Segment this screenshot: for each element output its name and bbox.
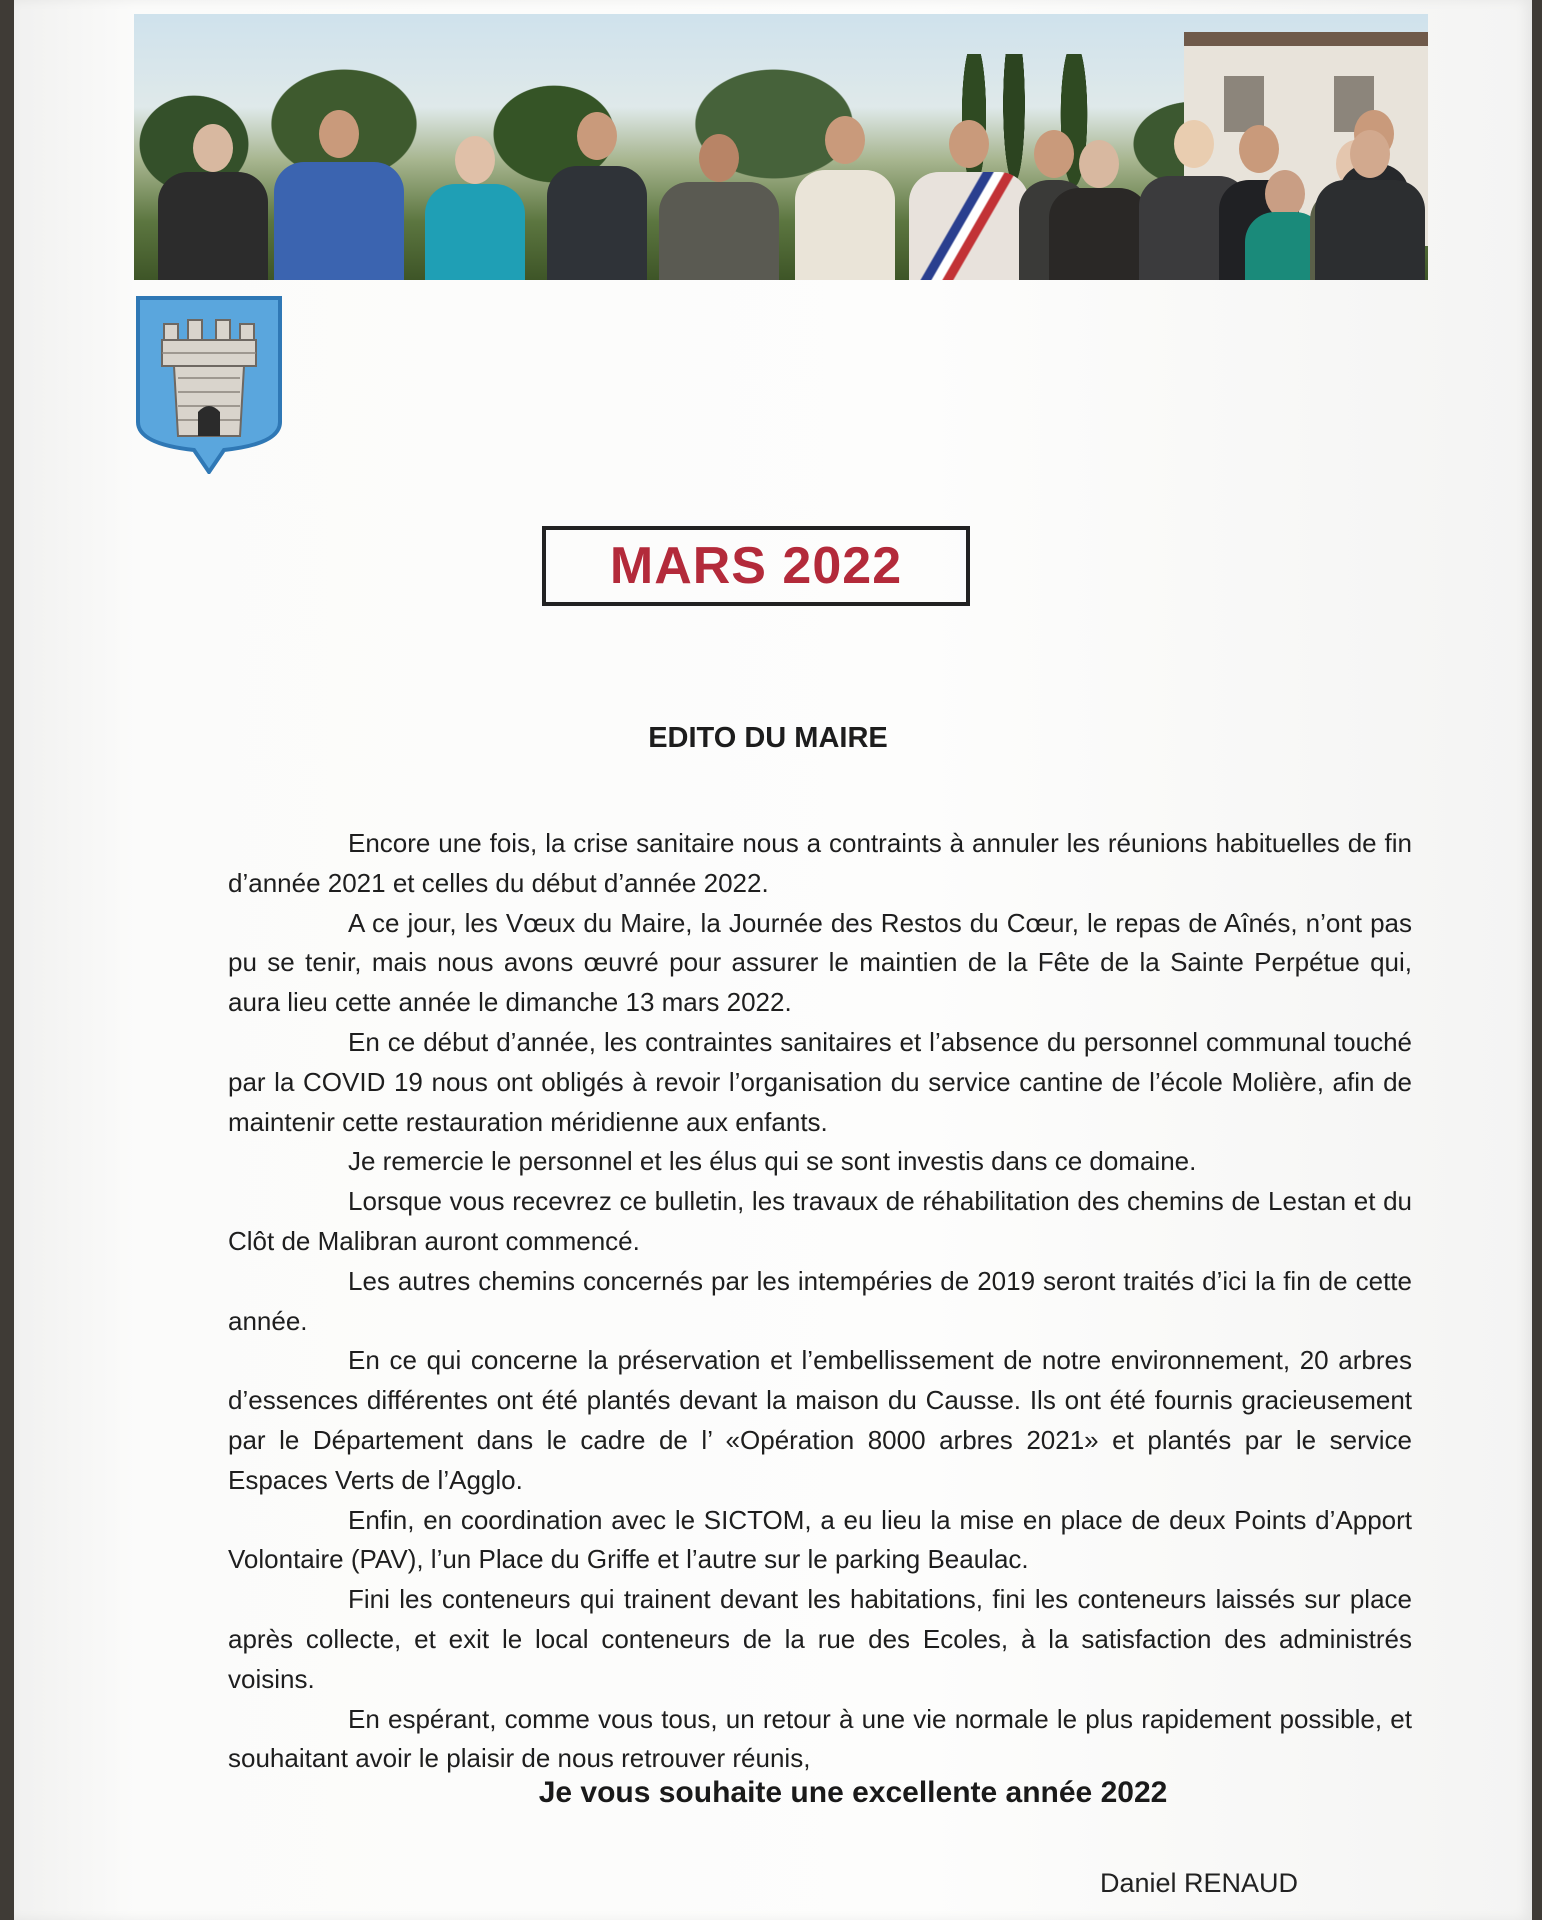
person	[790, 116, 900, 280]
person	[274, 110, 404, 280]
group-of-people	[134, 110, 1428, 280]
paragraph: En espérant, comme vous tous, un retour à une vie normale le plus rapidement possible, et souhaitant avoir le plaisir de nous retrouver réunis,	[228, 1703, 1412, 1774]
paragraph: En ce début d’année, les contraintes sanitaires et l’absence du personnel communal touché par la COVID 19 nous ont obligés à revoir l’organisation du service cantine de l’école Molière, afin de maintenir cette restauration méridienne aux enfants.	[228, 1026, 1412, 1137]
person	[158, 120, 268, 280]
paragraph: A ce jour, les Vœux du Maire, la Journée des Restos du Cœur, le repas de Aînés, n’ont pas pu se tenir, mais nous avons œuvré pour assurer le maintien de la Fête de la Sainte Perpétue qui, aura lieu cette année le dimanche 13 mars 2022.	[228, 907, 1412, 1018]
signature-name: Daniel RENAUD	[1100, 1868, 1299, 1898]
paragraph: Lorsque vous recevrez ce bulletin, les travaux de réhabilitation des chemins de Lestan et du Clôt de Malibran auront commencé.	[228, 1186, 1412, 1256]
edito-body	[228, 824, 1412, 1779]
paragraph: En ce qui concerne la préservation et l’embellissement de notre environnement, 20 arbres d’essences différentes ont été plantés devant la maison du Causse. Ils ont été fournis gracieusement par le Département dans le cadre de l’ «Opération 8000 arbres 2021» et plantés par le service Espaces Verts de l’Agglo.	[228, 1345, 1412, 1495]
paragraph: Les autres chemins concernés par les intempéries de 2019 seront traités d’ici la fin de cette année.	[228, 1265, 1412, 1336]
issue-title: MARS 2022	[609, 537, 903, 595]
edito-heading: EDITO DU MAIRE	[648, 722, 888, 754]
paragraph: Enfin, en coordination avec le SICTOM, a eu lieu la mise en place de deux Points d’Apport Volontaire (PAV), l’un Place du Griffe et l’autre sur le parking Beaulac.	[228, 1504, 1412, 1575]
paragraph: Encore une fois, la crise sanitaire nous a contraints à annuler les réunions habituelles de fin d’année 2021 et celles du début d’année 2022.	[228, 828, 1412, 898]
person	[420, 130, 530, 280]
person	[542, 112, 652, 280]
council-group-photo	[134, 14, 1428, 280]
person	[1310, 130, 1428, 280]
closing-wishes: Je vous souhaite une excellente année 2022	[538, 1776, 1168, 1809]
bulletin-page	[14, 0, 1532, 1920]
paragraph: Je remercie le personnel et les élus qui se sont investis dans ce domaine.	[348, 1146, 1197, 1177]
paragraph: Fini les conteneurs qui trainent devant les habitations, fini les conteneurs laissés sur place après collecte, et exit le local conteneurs de la rue des Ecoles, à la satisfaction des administrés voisins.	[228, 1584, 1412, 1694]
castle-tower-crest-icon	[134, 294, 284, 474]
issue-title-box	[542, 526, 970, 606]
person	[654, 130, 784, 280]
